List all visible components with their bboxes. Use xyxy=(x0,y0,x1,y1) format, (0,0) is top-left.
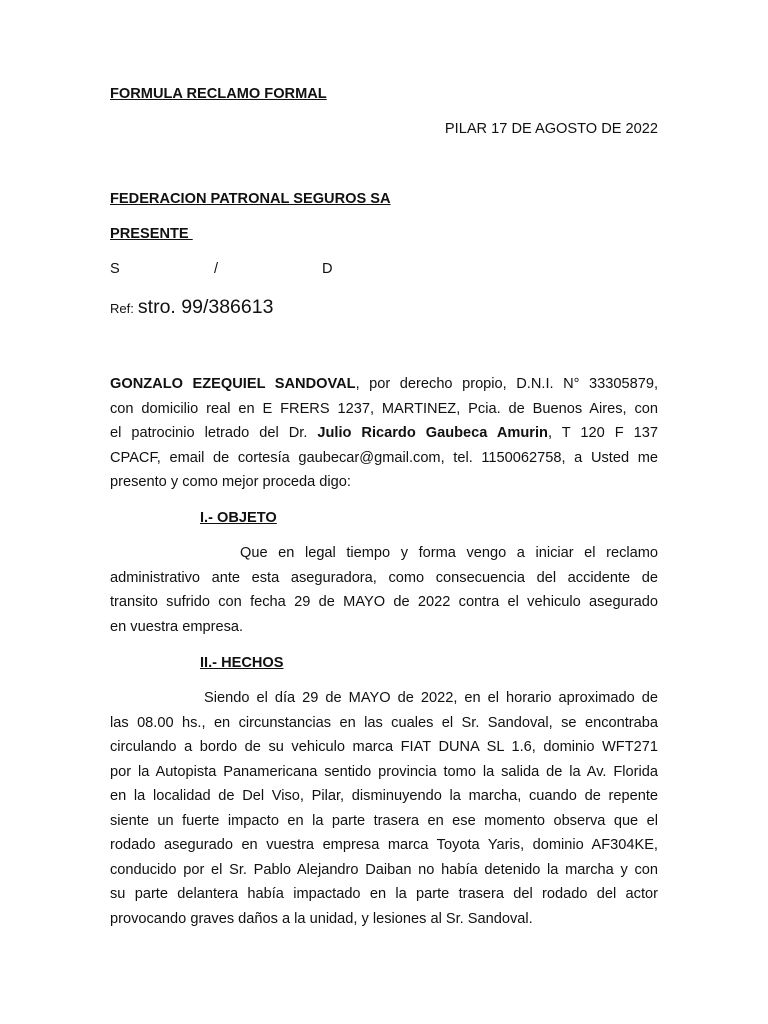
addressee: FEDERACION PATRONAL SEGUROS SA xyxy=(110,191,391,207)
hechos-line-7: rodado asegurado en vuestra empresa marca Toyota Yaris, dominio AF304KE, xyxy=(110,837,658,853)
hechos-line-1: Siendo el día 29 de MAYO de 2022, en el horario aproximado de xyxy=(204,690,658,706)
intro-line-1-text: , por derecho propio, D.N.I. N° 33305879, xyxy=(355,376,659,392)
hechos-line-10: provocando graves daños a la unidad, y lesiones al Sr. Sandoval. xyxy=(110,910,533,927)
claimant-name: GONZALO EZEQUIEL SANDOVAL xyxy=(110,376,356,392)
intro-line-2: con domicilio real en E FRERS 1237, MARTINEZ, Pcia. de Buenos Aires, con xyxy=(110,400,658,417)
intro-line-1 xyxy=(110,372,658,397)
objeto-line-4: en vuestra empresa. xyxy=(110,618,244,635)
hechos-line-8: conducido por el Sr. Pablo Alejandro Daiban no había detenido la marcha y con xyxy=(110,861,658,878)
hechos-line-3: circulando a bordo de su vehiculo marca FIAT DUNA SL 1.6, dominio WFT271 xyxy=(110,739,658,755)
document-title: FORMULA RECLAMO FORMAL xyxy=(110,86,327,102)
lawyer-name: Julio Ricardo Gaubeca Amurin xyxy=(317,425,548,441)
hechos-line-5: en la localidad de Del Viso, Pilar, disminuyendo la marcha, cuando de repente xyxy=(110,788,658,804)
hechos-line-9: su parte delantera había impactado en la parte trasera del rodado del actor xyxy=(110,886,658,902)
intro-line-4: CPACF, email de cortesía gaubecar@gmail.com, tel. 1150062758, a Usted me xyxy=(110,449,658,466)
objeto-line-3: transito sufrido con fecha 29 de MAYO de 2022 contra el vehiculo asegurado xyxy=(110,594,658,610)
ref-label: Ref: xyxy=(110,301,134,316)
section-hechos-heading: II.- HECHOS xyxy=(200,655,284,671)
objeto-paragraph xyxy=(110,541,658,639)
ref-value: stro. 99/386613 xyxy=(137,296,274,318)
document-date: PILAR 17 DE AGOSTO DE 2022 xyxy=(444,121,658,137)
hechos-paragraph xyxy=(110,686,658,931)
intro-line-3 xyxy=(110,421,658,446)
hechos-line-2: las 08.00 hs., en circunstancias en las cuales el Sr. Sandoval, se encontraba xyxy=(110,714,658,731)
sd-slash: / xyxy=(214,261,219,277)
intro-line-3-post: , T 120 F 137 xyxy=(547,425,658,441)
sd-s: S xyxy=(110,261,120,277)
intro-paragraph xyxy=(110,372,658,495)
intro-line-5: presento y como mejor proceda digo: xyxy=(110,474,351,490)
sd-d: D xyxy=(322,261,333,277)
reference xyxy=(110,296,273,319)
hechos-line-4: por la Autopista Panamericana sentido provincia tomo la salida de la Av. Florida xyxy=(110,763,658,780)
intro-line-3-pre: el patrocinio letrado del Dr. xyxy=(110,425,318,441)
objeto-line-1: Que en legal tiempo y forma vengo a iniciar el reclamo xyxy=(240,545,658,561)
objeto-line-2: administrativo ante esta aseguradora, como consecuencia del accidente de xyxy=(110,569,658,586)
presente-label: PRESENTE xyxy=(110,226,193,242)
section-objeto-heading: I.- OBJETO xyxy=(200,510,277,526)
hechos-line-6: siente un fuerte impacto en la parte trasera en ese momento observa que el xyxy=(110,812,658,829)
